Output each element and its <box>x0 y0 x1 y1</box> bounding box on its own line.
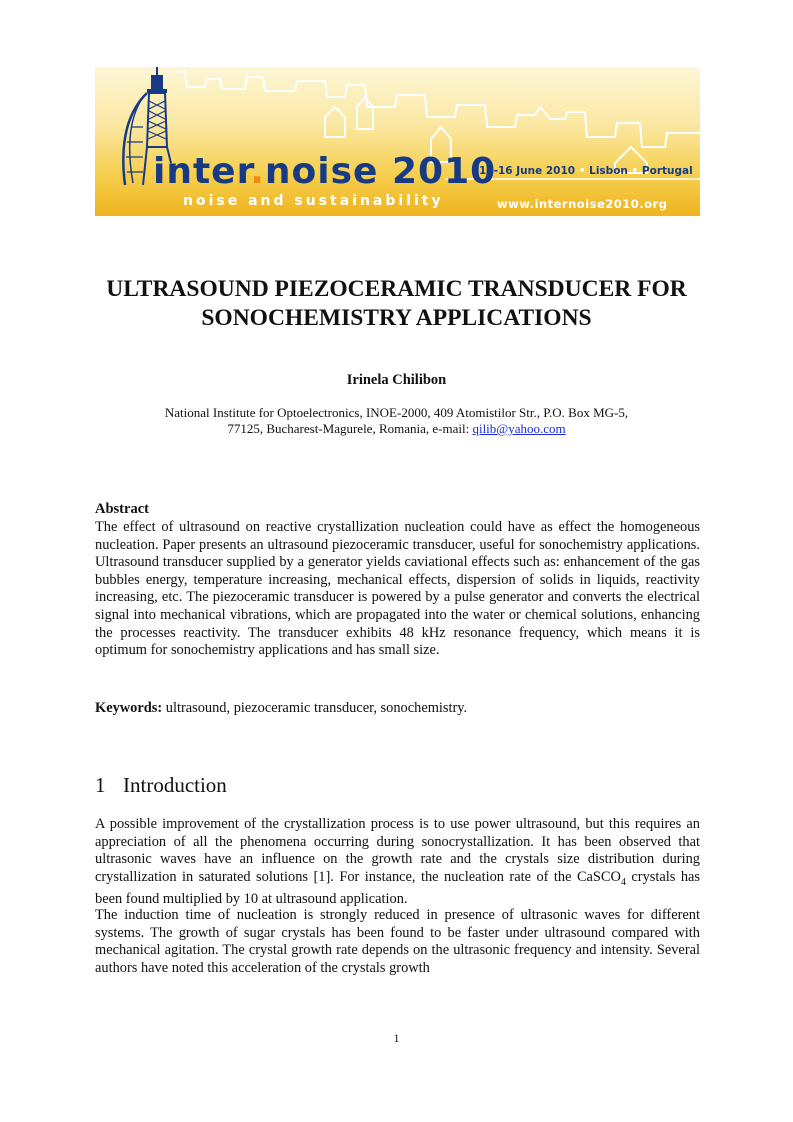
keywords-line <box>95 700 700 717</box>
conference-banner <box>95 67 700 216</box>
paper-title <box>60 275 733 333</box>
paper-title-line-2: SONOCHEMISTRY APPLICATIONS <box>201 305 592 331</box>
introduction-paragraph-2: The induction time of nucleation is strongly reduced in presence of ultrasonic waves for different systems. The growth of sugar crystals has been found to be faster under ultrasound compared with mechanical agitation. The crystal growth rate depends on the ultrasonic frequency and intensity. Several authors have noted this acceleration of the crystals growth <box>95 907 700 976</box>
conference-city: Lisbon <box>589 165 628 177</box>
author-email-link[interactable]: qilib@yahoo.com <box>472 421 566 436</box>
paper-title-line-1: ULTRASOUND PIEZOCERAMIC TRANSDUCER FOR <box>106 276 687 302</box>
introduction-paragraph-1 <box>95 816 700 909</box>
intro-p1-text-after: crystals has been found multiplied by 10 at ultrasound application. <box>95 868 701 908</box>
affiliation-line-1: National Institute for Optoelectronics, INOE-2000, 409 Atomistilor Str., P.O. Box MG-5, <box>164 405 629 420</box>
abstract-heading: Abstract <box>95 501 149 517</box>
conference-logo-text <box>153 151 496 192</box>
logo-dot: . <box>250 151 265 192</box>
abstract-text: The effect of ultrasound on reactive crystallization nucleation could have as effect the homogeneous nucleation. Paper presents an ultrasound piezoceramic transducer, useful for sonochemistry applications. Ultrasound transducer supplied by a generator yields caviational effects such as: enhancement of the gas bubbles energy, temperature increasing, mechanical effects, dispersion of solids in liquids, reactivity increasing, etc. The piezoceramic transducer is powered by a pulse generator and converts the electrical signal into mechanical vibrations, which are propagated into the water or chemical solutions, enhancing the processes reactivity. The transducer exhibits 48 kHz resonance frequency, which means it is optimum for sonochemistry applications and has small size. <box>95 519 700 659</box>
logo-word-noise: noise 2010 <box>264 151 497 192</box>
author-affiliation <box>60 405 733 437</box>
page-number: 1 <box>393 1031 400 1045</box>
logo-word-inter: inter <box>153 151 251 192</box>
conference-url[interactable]: www.internoise2010.org <box>497 197 668 211</box>
conference-tagline: noise and sustainability <box>183 193 444 209</box>
bullet-separator: • <box>631 165 639 177</box>
paper-author: Irinela Chilibon <box>346 372 447 388</box>
affiliation-line-2: 77125, Bucharest-Magurele, Romania, e-mail: <box>227 421 473 436</box>
section-heading-introduction <box>95 773 700 798</box>
section-title: Introduction <box>123 773 227 797</box>
intro-p1-subscript: 4 <box>620 876 626 888</box>
keywords-text: ultrasound, piezoceramic transducer, sonochemistry. <box>162 700 468 716</box>
section-number: 1 <box>95 773 106 797</box>
keywords-label: Keywords: <box>95 700 163 716</box>
intro-p1-text-before: A possible improvement of the crystallization process is to use power ultrasound, but this requires an appreciation of all the phenomena occurring during sonocrystallization. It has been observed that ultrasonic waves have an influence on the growth rate and the crystals size distribution during crystallization in saturated solutions [1]. For instance, the nucleation rate of the CaSCO <box>95 816 700 885</box>
conference-country: Portugal <box>641 165 693 177</box>
conference-dates-location <box>479 165 693 177</box>
conference-dates: 13-16 June 2010 <box>479 165 576 177</box>
bullet-separator: • <box>578 165 586 177</box>
